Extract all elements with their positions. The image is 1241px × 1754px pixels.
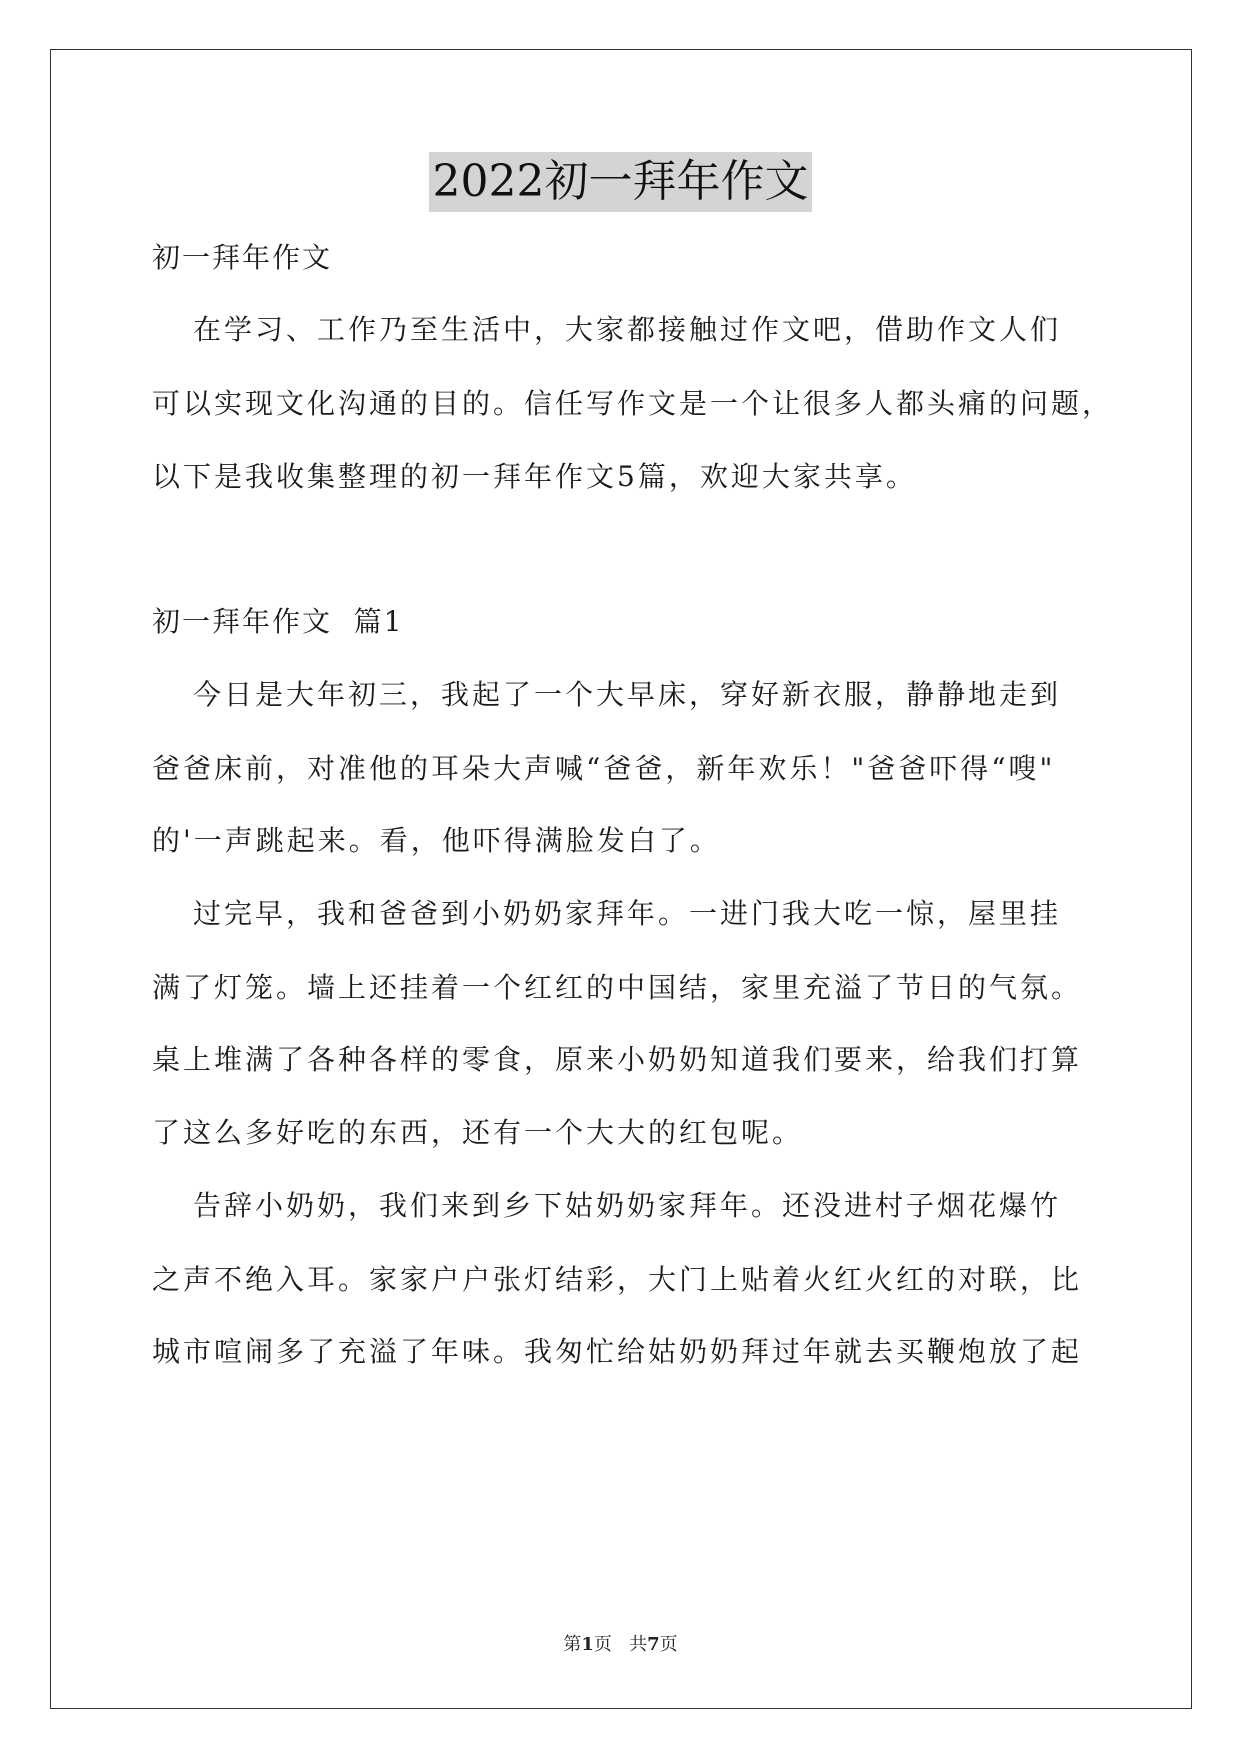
document-title: 2022初一拜年作文	[429, 152, 813, 212]
p2-line-2: 满了灯笼。墙上还挂着一个红红的中国结，家里充溢了节日的气氛。	[152, 971, 1083, 1004]
intro-line-1: 在学习、工作乃至生活中，大家都接触过作文吧，借助作文人们	[193, 313, 1062, 346]
p2-line-1: 过完早，我和爸爸到小奶奶家拜年。一进门我大吃一惊，屋里挂	[193, 897, 1062, 930]
p1-line-2: 爸爸床前，对准他的耳朵大声喊“爸爸，新年欢乐！"爸爸吓得“嗖"	[152, 752, 1056, 785]
intro-line-3: 以下是我收集整理的初一拜年作文5篇，欢迎大家共享。	[152, 460, 917, 493]
page-footer	[0, 1630, 1241, 1656]
p2-line-3: 桌上堆满了各种各样的零食，原来小奶奶知道我们要来，给我们打算	[152, 1043, 1083, 1076]
p3-line-1: 告辞小奶奶，我们来到乡下姑奶奶家拜年。还没进村子烟花爆竹	[193, 1189, 1062, 1222]
p3-line-3: 城市喧闹多了充溢了年味。我匆忙给姑奶奶拜过年就去买鞭炮放了起	[152, 1335, 1083, 1368]
footer-page-number: 1	[581, 1634, 594, 1655]
p2-line-4: 了这么多好吃的东西，还有一个大大的红包呢。	[152, 1116, 804, 1149]
p3-line-2: 之声不绝入耳。家家户户张灯结彩，大门上贴着火红火红的对联，比	[152, 1263, 1083, 1296]
title-container	[0, 152, 1241, 212]
footer-prefix: 第	[563, 1634, 582, 1655]
footer-total-pages: 7	[647, 1634, 660, 1655]
p1-line-3: 的'一声跳起来。看，他吓得满脸发白了。	[152, 824, 721, 857]
page-border	[50, 49, 1192, 1709]
p1-line-1: 今日是大年初三，我起了一个大早床，穿好新衣服，静静地走到	[193, 678, 1062, 711]
footer-page-suffix: 页	[593, 1634, 612, 1655]
intro-heading: 初一拜年作文	[152, 241, 333, 274]
section-1-heading: 初一拜年作文 篇1	[152, 605, 404, 638]
footer-total-suffix: 页	[659, 1634, 678, 1655]
intro-line-2: 可以实现文化沟通的目的。信任写作文是一个让很多人都头痛的问题，	[152, 387, 1114, 420]
footer-total-prefix: 共	[629, 1634, 648, 1655]
